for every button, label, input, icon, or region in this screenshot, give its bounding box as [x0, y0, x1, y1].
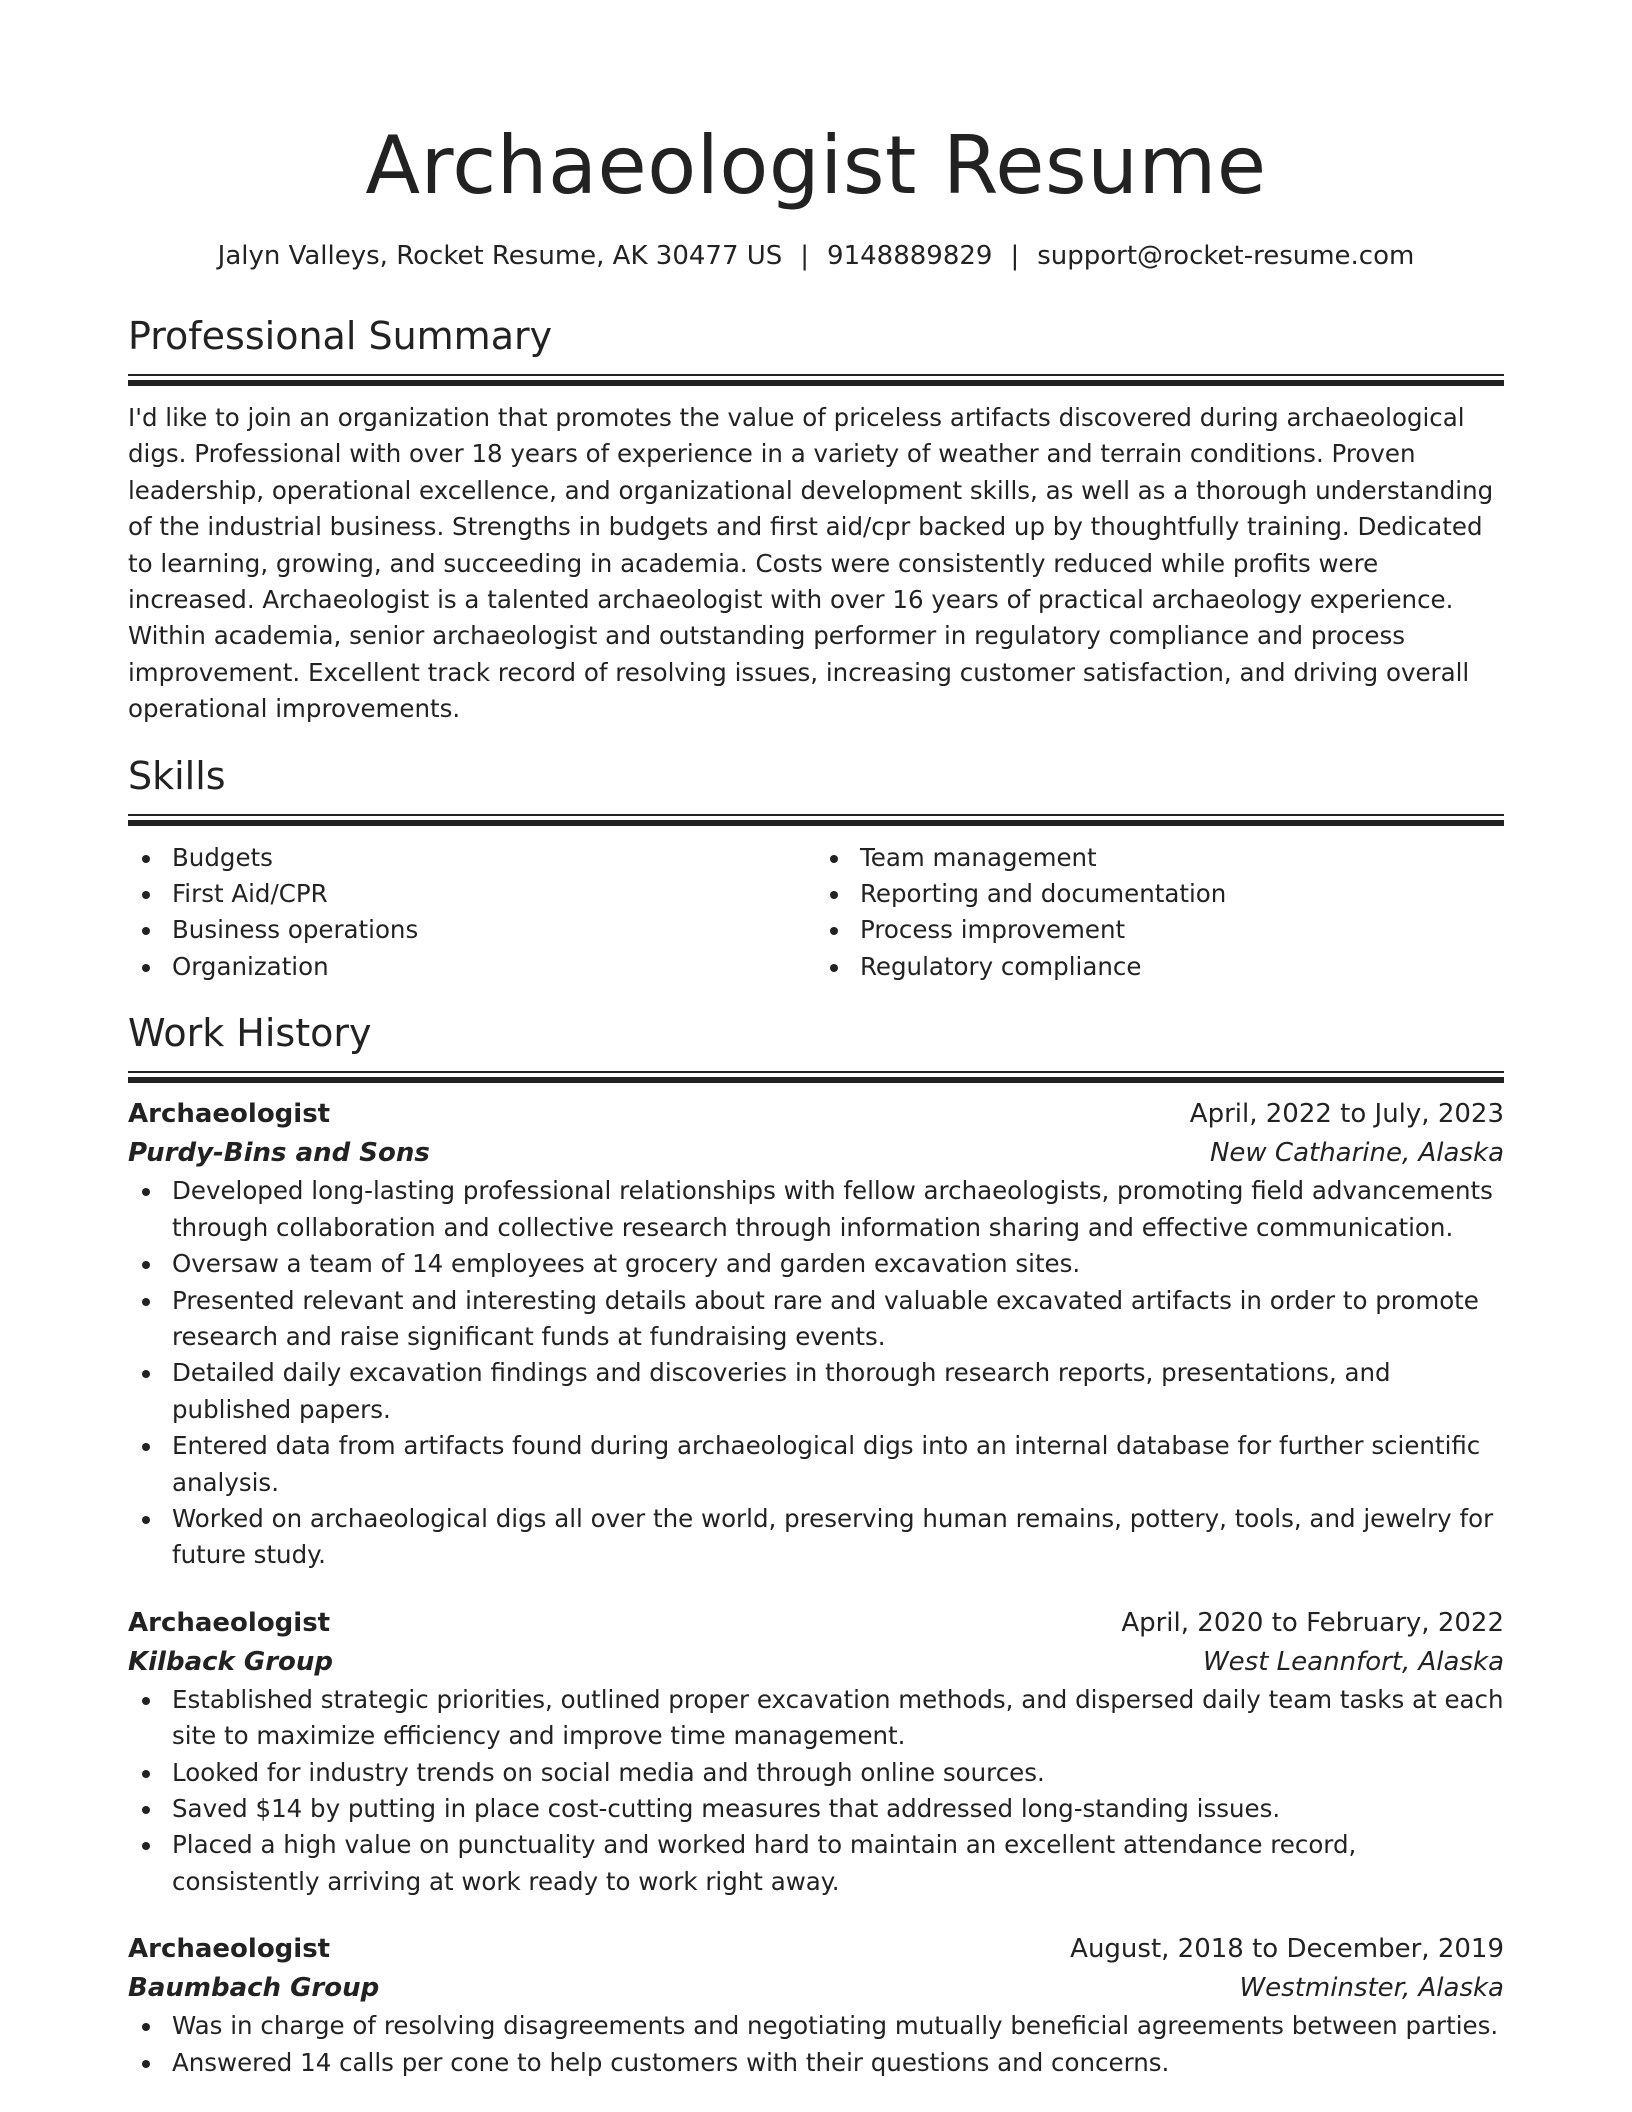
skill-item: Regulatory compliance	[816, 949, 1504, 985]
job-bullet: Worked on archaeological digs all over the world, preserving human remains, pottery, tools, and jewelry for future study.	[128, 1501, 1504, 1574]
skills-section	[128, 752, 1504, 986]
skill-item: Budgets	[128, 840, 816, 876]
job-company-row	[128, 1133, 1504, 1173]
summary-section	[128, 312, 1504, 728]
contact-separator: |	[800, 241, 810, 271]
skills-list-left	[128, 840, 816, 986]
job-bullet: Presented relevant and interesting details about rare and valuable excavated artifacts in order to promote research and raise significant funds at fundraising events.	[128, 1283, 1504, 1356]
job-company: Purdy-Bins and Sons	[128, 1138, 430, 1169]
job-bullet: Saved $14 by putting in place cost-cutting measures that addressed long-standing issues.	[128, 1791, 1504, 1827]
job-bullet: Looked for industry trends on social media and through online sources.	[128, 1755, 1504, 1791]
skill-item: Organization	[128, 949, 816, 985]
job-entry	[128, 1930, 1504, 2081]
contact-line	[128, 238, 1504, 274]
summary-text: I'd like to join an organization that promotes the value of priceless artifacts discovered during archaeological digs. Professional with over 18 years of experience in a variety of weather and terrain conditions. Proven leadership, operational excellence, and organizational development skills, as well as a thorough understanding of the industrial business. Strengths in budgets and first aid/cpr backed up by thoughtfully training. Dedicated to learning, growing, and succeeding in academia. Costs were consistently reduced while profits were increased. Archaeologist is a talented archaeologist with over 16 years of practical archaeology experience. Within academia, senior archaeologist and outstanding performer in regulatory compliance and process improvement. Excellent track record of resolving issues, increasing customer satisfaction, and driving overall operational improvements.	[128, 403, 1494, 724]
skill-item: Business operations	[128, 912, 816, 948]
job-bullet: Entered data from artifacts found during archaeological digs into an internal database for further scientific analysis.	[128, 1428, 1504, 1501]
job-header-row	[128, 1095, 1504, 1133]
job-bullet: Developed long-lasting professional relationships with fellow archaeologists, promoting field advancements through collaboration and collective research through information sharing and effective communication.	[128, 1173, 1504, 1246]
job-title: Archaeologist	[128, 1934, 331, 1965]
job-title: Archaeologist	[128, 1607, 331, 1638]
job-dates: August, 2018 to December, 2019	[1070, 1934, 1504, 1965]
resume-title: Archaeologist Resume	[365, 119, 1267, 212]
skills-list-right	[816, 840, 1504, 986]
job-dates: April, 2022 to July, 2023	[1189, 1099, 1504, 1130]
job-location: New Catharine, Alaska	[1209, 1138, 1504, 1169]
job-header-row	[128, 1930, 1504, 1968]
job-entry	[128, 1095, 1504, 1573]
contact-address: Jalyn Valleys, Rocket Resume, AK 30477 US	[217, 241, 783, 271]
skill-item: Team management	[816, 840, 1504, 876]
skill-item: Process improvement	[816, 912, 1504, 948]
job-bullet: Was in charge of resolving disagreements and negotiating mutually beneficial agreements between parties.	[128, 2008, 1504, 2044]
job-location: Westminster, Alaska	[1239, 1973, 1504, 2004]
skills-heading: Skills	[128, 753, 226, 798]
skill-item: First Aid/CPR	[128, 876, 816, 912]
section-divider	[128, 1071, 1504, 1083]
job-title: Archaeologist	[128, 1099, 331, 1130]
job-bullet: Established strategic priorities, outlined proper excavation methods, and dispersed daily team tasks at each site to maximize efficiency and improve time management.	[128, 1682, 1504, 1755]
section-divider	[128, 374, 1504, 386]
job-bullet: Detailed daily excavation findings and discoveries in thorough research reports, presentations, and published papers.	[128, 1355, 1504, 1428]
job-company-row	[128, 1642, 1504, 1682]
job-entry	[128, 1604, 1504, 1900]
skill-item: Reporting and documentation	[816, 876, 1504, 912]
section-divider	[128, 814, 1504, 826]
job-dates: April, 2020 to February, 2022	[1121, 1607, 1504, 1638]
job-header-row	[128, 1604, 1504, 1642]
contact-email: support@rocket-resume.com	[1037, 241, 1415, 271]
job-bullets	[128, 1173, 1504, 1573]
skills-grid	[128, 840, 1504, 986]
job-company: Baumbach Group	[128, 1973, 380, 2004]
job-company-row	[128, 1968, 1504, 2008]
job-bullet: Answered 14 calls per cone to help customers with their questions and concerns.	[128, 2045, 1504, 2081]
job-bullet: Oversaw a team of 14 employees at grocery and garden excavation sites.	[128, 1246, 1504, 1282]
job-location: West Leannfort, Alaska	[1202, 1646, 1504, 1677]
summary-heading: Professional Summary	[128, 314, 553, 358]
contact-phone: 9148889829	[827, 241, 993, 271]
job-bullets	[128, 1682, 1504, 1900]
work-history-section	[128, 1009, 1504, 2081]
job-company: Kilback Group	[128, 1646, 334, 1677]
job-bullet: Placed a high value on punctuality and worked hard to maintain an excellent attendance record, consistently arriving at work ready to work right away.	[128, 1827, 1504, 1900]
contact-separator: |	[1010, 241, 1020, 271]
work-history-heading: Work History	[128, 1011, 372, 1056]
job-bullets	[128, 2008, 1504, 2081]
